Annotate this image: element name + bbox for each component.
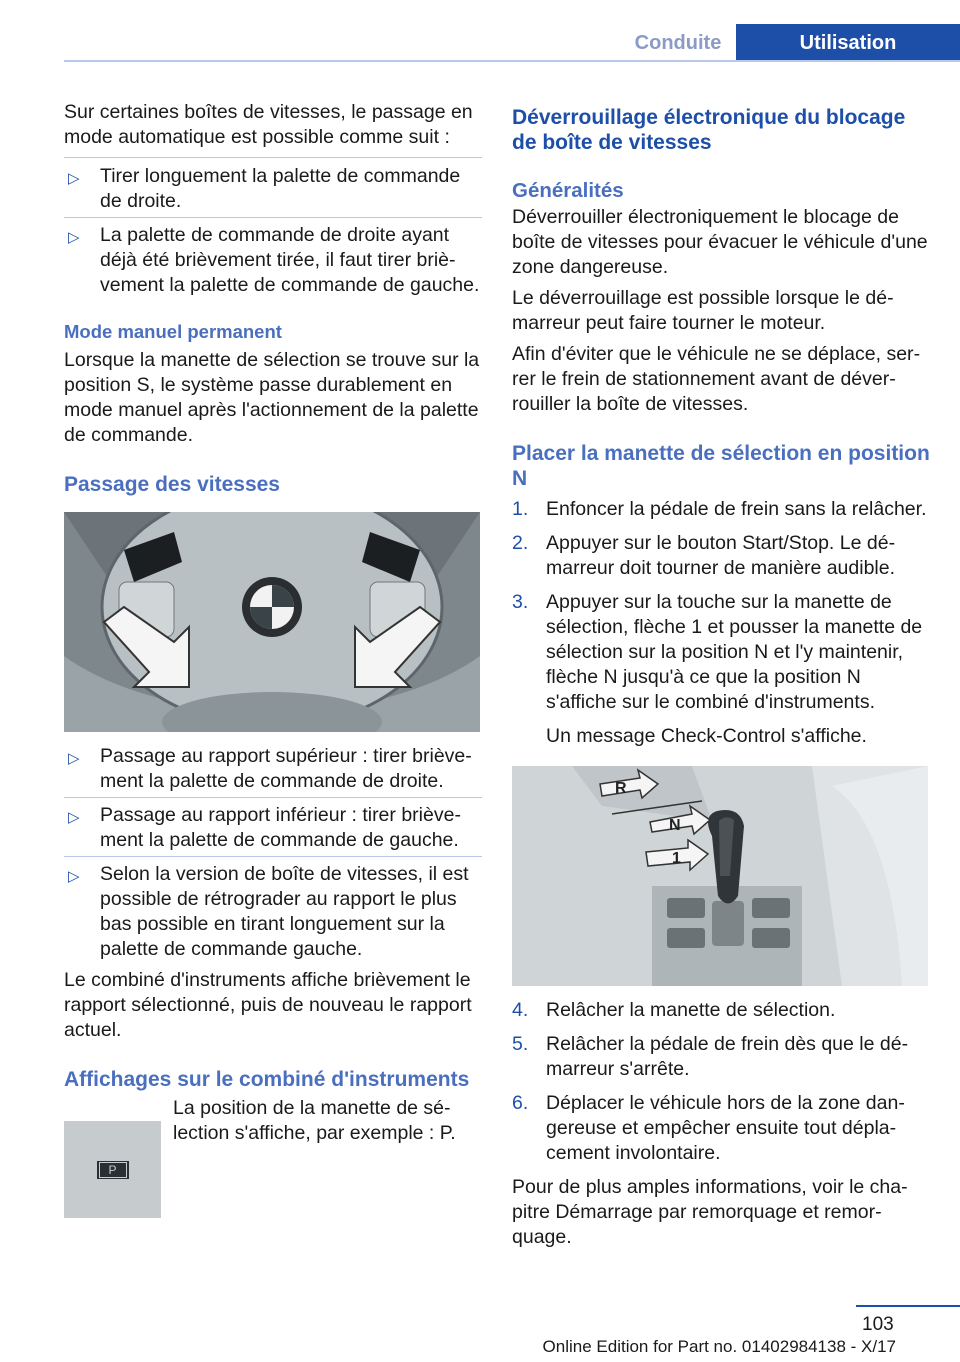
list-item-text: Passage au rapport inférieur : tirer brièvement la palette de commande de gauche. [100,804,461,851]
step-number: 1. [512,498,529,520]
step-3-note: Un message Check-Control s'affiche. [546,725,867,747]
step-number: 3. [512,591,529,613]
heading-general: Généralités [512,179,624,202]
steps-list-b [512,998,930,1166]
header-divider [64,60,960,62]
list-item [64,214,482,298]
list-item-text: Tirer longuement la palette de commande de droite. [100,165,461,212]
gear-display-icon [64,1121,161,1218]
heading-instrument-display: Affichages sur le combiné d'instruments [64,1068,470,1091]
step-text: Enfoncer la pédale de frein sans la relâcher. [546,498,927,520]
heading-position-n: Placer la manette de sélection en position N [512,442,930,490]
step-item [512,497,930,522]
step-item [512,531,930,581]
step-number: 6. [512,1092,529,1114]
figure-label-r: R [615,780,627,797]
general-paragraph-2: Le déverrouillage est possible lorsque le démarreur peut faire tourner le moteur. [512,287,894,334]
heading-manual-mode: Mode manuel permanent [64,321,282,342]
tab-utilisation[interactable]: Utilisation [736,24,960,62]
step-number: 4. [512,999,529,1021]
footer-divider [856,1305,960,1307]
step-item [512,1032,930,1082]
divider [64,217,482,218]
step-text: Appuyer sur le bouton Start/Stop. Le démarreur doit tourner de manière audible. [546,532,896,579]
triangle-bullet-icon: ▷ [68,809,80,826]
list-item-text: Selon la version de boîte de vitesses, il est possible de rétrograder au rapport le plus bas possible en tirant longuement sur la palette de commande gauche. [100,863,469,960]
shift-paragraph: Le combiné d'instruments affiche brièvement le rapport sélectionné, puis de nouveau le rapport actuel. [64,969,472,1041]
figure-label-1: 1 [672,850,681,867]
step-text: Appuyer sur la touche sur la manette de sélection, flèche 1 et pousser la manette de sélection sur la position N et l'y maintenir, flèche N jusqu'à ce que la position N s'affiche sur le combiné d'instruments. [546,591,923,713]
step-text: Déplacer le véhicule hors de la zone dangereuse et empêcher ensuite tout déplacement involontaire. [546,1092,905,1164]
list-item-text: Passage au rapport supérieur : tirer brièvement la palette de commande de droite. [100,745,472,792]
steering-wheel-illustration [64,512,480,732]
step-number: 2. [512,532,529,554]
divider [64,856,482,857]
gear-selector-illustration [512,766,928,986]
step-item [512,590,930,715]
heading-electronic-unlock: Déverrouillage électronique du blocage de boîte de vitesses [512,106,906,154]
step-text: Relâcher la pédale de frein dès que le démarreur s'arrête. [546,1033,909,1080]
triangle-bullet-icon: ▷ [68,229,80,246]
page-number: 103 [862,1314,894,1335]
step-text: Relâcher la manette de sélection. [546,999,836,1021]
closing-paragraph: Pour de plus amples informations, voir le chapitre Démarrage par remorquage et remorquage. [512,1176,908,1248]
heading-shifting: Passage des vitesses [64,473,280,496]
figure-label-n: N [669,817,681,834]
page-header [0,0,960,62]
list-item [64,158,482,214]
manual-mode-paragraph: Lorsque la manette de sélection se trouve sur la position S, le système passe durablement en mode manuel après l'actionnement de la palette de commande. [64,349,480,446]
gear-letter: P [99,1162,127,1178]
display-block [64,1096,482,1218]
left-column [64,100,482,1218]
list-item-text: La palette de commande de droite ayant déjà été brièvement tirée, il faut tirer brièvement la palette de commande de gauche. [100,224,480,296]
general-paragraph-3: Afin d'éviter que le véhicule ne se déplace, serrer le frein de stationnement avant de déverrouiller la boîte de vitesses. [512,343,921,415]
triangle-bullet-icon: ▷ [68,868,80,885]
general-paragraph-1: Déverrouiller électroniquement le blocage de boîte de vitesses pour évacuer le véhicule d'une zone dangereuse. [512,206,928,278]
list-item [64,794,482,853]
tab-conduite[interactable]: Conduite [634,31,722,54]
list-item [64,739,482,794]
list-item [64,853,482,962]
steps-list-a [512,497,930,715]
intro-bullet-list [64,158,482,298]
shift-bullet-list [64,739,482,962]
display-paragraph: La position de la manette de sélection s'affiche, par exemple : P. [173,1097,456,1144]
triangle-bullet-icon: ▷ [68,170,80,187]
footer-edition: Online Edition for Part no. 01402984138 - X/17 [542,1337,896,1356]
step-item [512,998,930,1023]
step-item [512,1091,930,1166]
right-column [512,100,930,1250]
triangle-bullet-icon: ▷ [68,750,80,767]
divider [64,797,482,798]
intro-paragraph: Sur certaines boîtes de vitesses, le passage en mode automatique est possible comme suit : [64,101,473,148]
step-number: 5. [512,1033,529,1055]
